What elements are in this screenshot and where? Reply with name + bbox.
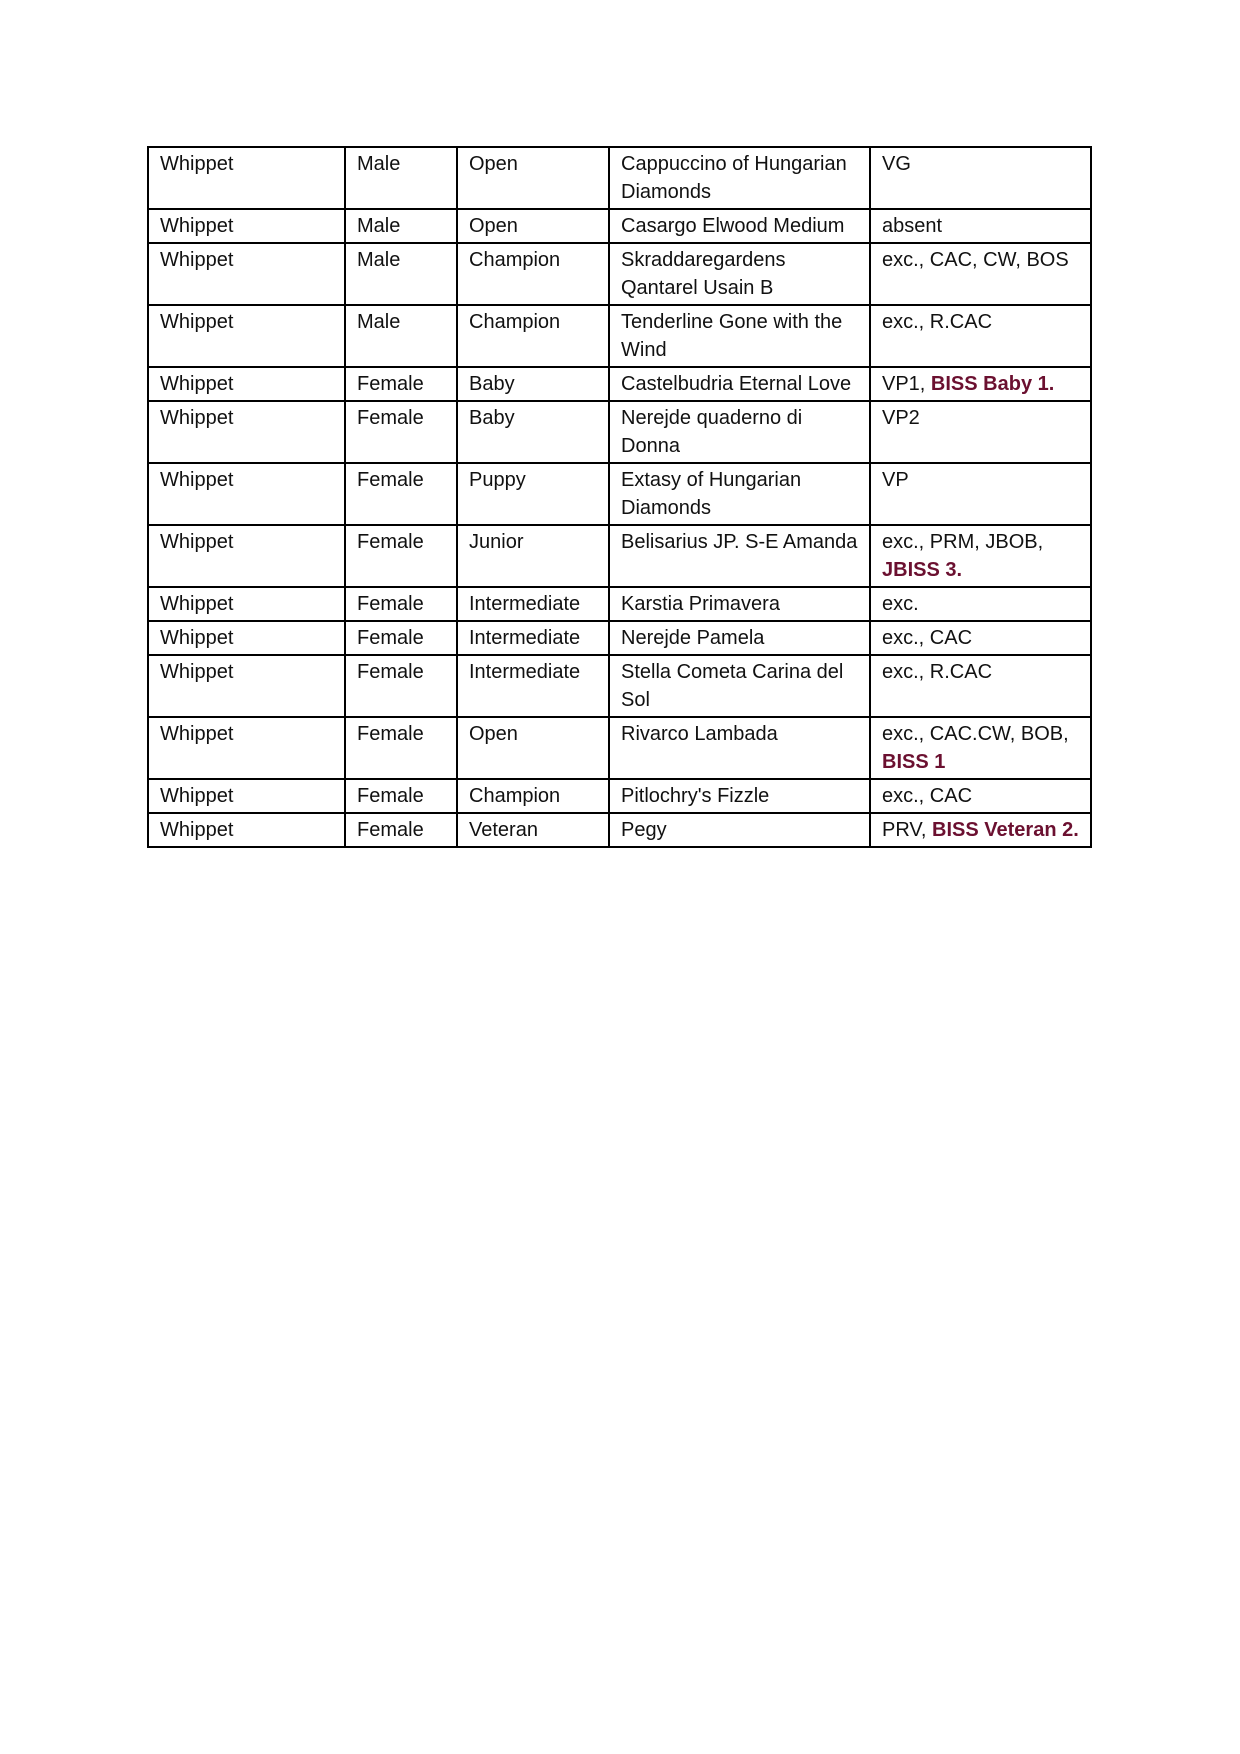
table-row <box>148 367 1091 401</box>
sex-cell: Female <box>345 463 457 525</box>
result-text: VG <box>882 153 911 175</box>
breed-cell: Whippet <box>148 305 345 367</box>
table-row <box>148 621 1091 655</box>
table-row <box>148 243 1091 305</box>
result-cell <box>870 243 1091 305</box>
result-text: PRV, <box>882 819 933 841</box>
result-text: VP2 <box>882 407 920 429</box>
table-row <box>148 147 1091 209</box>
breed-cell: Whippet <box>148 243 345 305</box>
result-text: exc., R.CAC <box>882 311 993 333</box>
name-cell: Tenderline Gone with the Wind <box>609 305 870 367</box>
result-text: VP <box>882 469 909 491</box>
class-cell: Champion <box>457 305 609 367</box>
result-cell <box>870 813 1091 847</box>
class-cell: Intermediate <box>457 621 609 655</box>
class-cell: Intermediate <box>457 587 609 621</box>
name-cell: Pegy <box>609 813 870 847</box>
result-cell <box>870 779 1091 813</box>
result-cell <box>870 305 1091 367</box>
table-row <box>148 655 1091 717</box>
sex-cell: Female <box>345 401 457 463</box>
name-cell: Casargo Elwood Medium <box>609 209 870 243</box>
name-cell: Nerejde quaderno di Donna <box>609 401 870 463</box>
result-cell <box>870 717 1091 779</box>
name-cell: Stella Cometa Carina del Sol <box>609 655 870 717</box>
name-cell: Belisarius JP. S-E Amanda <box>609 525 870 587</box>
result-text: exc., CAC <box>882 785 973 807</box>
name-cell: Skraddaregardens Qantarel Usain B <box>609 243 870 305</box>
result-text: exc. <box>882 593 919 615</box>
name-cell: Cappuccino of Hungarian Diamonds <box>609 147 870 209</box>
table-row <box>148 209 1091 243</box>
name-cell: Pitlochry's Fizzle <box>609 779 870 813</box>
result-text: exc., R.CAC <box>882 661 993 683</box>
table-row <box>148 717 1091 779</box>
sex-cell: Female <box>345 621 457 655</box>
name-cell: Castelbudria Eternal Love <box>609 367 870 401</box>
breed-cell: Whippet <box>148 813 345 847</box>
breed-cell: Whippet <box>148 655 345 717</box>
breed-cell: Whippet <box>148 621 345 655</box>
result-text: absent <box>882 215 943 237</box>
table-row <box>148 587 1091 621</box>
class-cell: Baby <box>457 367 609 401</box>
sex-cell: Male <box>345 147 457 209</box>
result-cell <box>870 621 1091 655</box>
class-cell: Open <box>457 209 609 243</box>
breed-cell: Whippet <box>148 147 345 209</box>
class-cell: Puppy <box>457 463 609 525</box>
result-text: VP1, <box>882 373 931 395</box>
table-row <box>148 779 1091 813</box>
result-cell <box>870 367 1091 401</box>
breed-cell: Whippet <box>148 587 345 621</box>
sex-cell: Female <box>345 813 457 847</box>
result-cell <box>870 525 1091 587</box>
award-highlight: BISS Veteran 2. <box>932 819 1079 841</box>
table-row <box>148 305 1091 367</box>
class-cell: Open <box>457 717 609 779</box>
sex-cell: Male <box>345 305 457 367</box>
result-cell <box>870 587 1091 621</box>
name-cell: Nerejde Pamela <box>609 621 870 655</box>
result-cell <box>870 655 1091 717</box>
table-row <box>148 463 1091 525</box>
class-cell: Intermediate <box>457 655 609 717</box>
result-text: exc., CAC.CW, BOB, <box>882 723 1075 745</box>
table-row <box>148 813 1091 847</box>
breed-cell: Whippet <box>148 717 345 779</box>
result-cell <box>870 209 1091 243</box>
sex-cell: Female <box>345 525 457 587</box>
class-cell: Veteran <box>457 813 609 847</box>
result-text: exc., PRM, JBOB, <box>882 531 1049 553</box>
result-cell <box>870 401 1091 463</box>
sex-cell: Female <box>345 587 457 621</box>
award-highlight: BISS 1 <box>882 751 946 773</box>
result-text: exc., CAC <box>882 627 973 649</box>
sex-cell: Female <box>345 655 457 717</box>
name-cell: Rivarco Lambada <box>609 717 870 779</box>
result-text: exc., CAC, CW, BOS <box>882 249 1069 271</box>
breed-cell: Whippet <box>148 209 345 243</box>
sex-cell: Male <box>345 209 457 243</box>
sex-cell: Female <box>345 779 457 813</box>
class-cell: Champion <box>457 779 609 813</box>
class-cell: Champion <box>457 243 609 305</box>
breed-cell: Whippet <box>148 367 345 401</box>
result-cell <box>870 463 1091 525</box>
class-cell: Baby <box>457 401 609 463</box>
breed-cell: Whippet <box>148 401 345 463</box>
sex-cell: Female <box>345 367 457 401</box>
class-cell: Junior <box>457 525 609 587</box>
award-highlight: JBISS 3. <box>882 559 963 581</box>
sex-cell: Female <box>345 717 457 779</box>
breed-cell: Whippet <box>148 463 345 525</box>
results-table-body <box>148 147 1091 847</box>
table-row <box>148 401 1091 463</box>
results-table <box>147 146 1092 848</box>
result-cell <box>870 147 1091 209</box>
award-highlight: BISS Baby 1. <box>930 373 1055 395</box>
sex-cell: Male <box>345 243 457 305</box>
breed-cell: Whippet <box>148 779 345 813</box>
name-cell: Karstia Primavera <box>609 587 870 621</box>
breed-cell: Whippet <box>148 525 345 587</box>
name-cell: Extasy of Hungarian Diamonds <box>609 463 870 525</box>
class-cell: Open <box>457 147 609 209</box>
table-row <box>148 525 1091 587</box>
